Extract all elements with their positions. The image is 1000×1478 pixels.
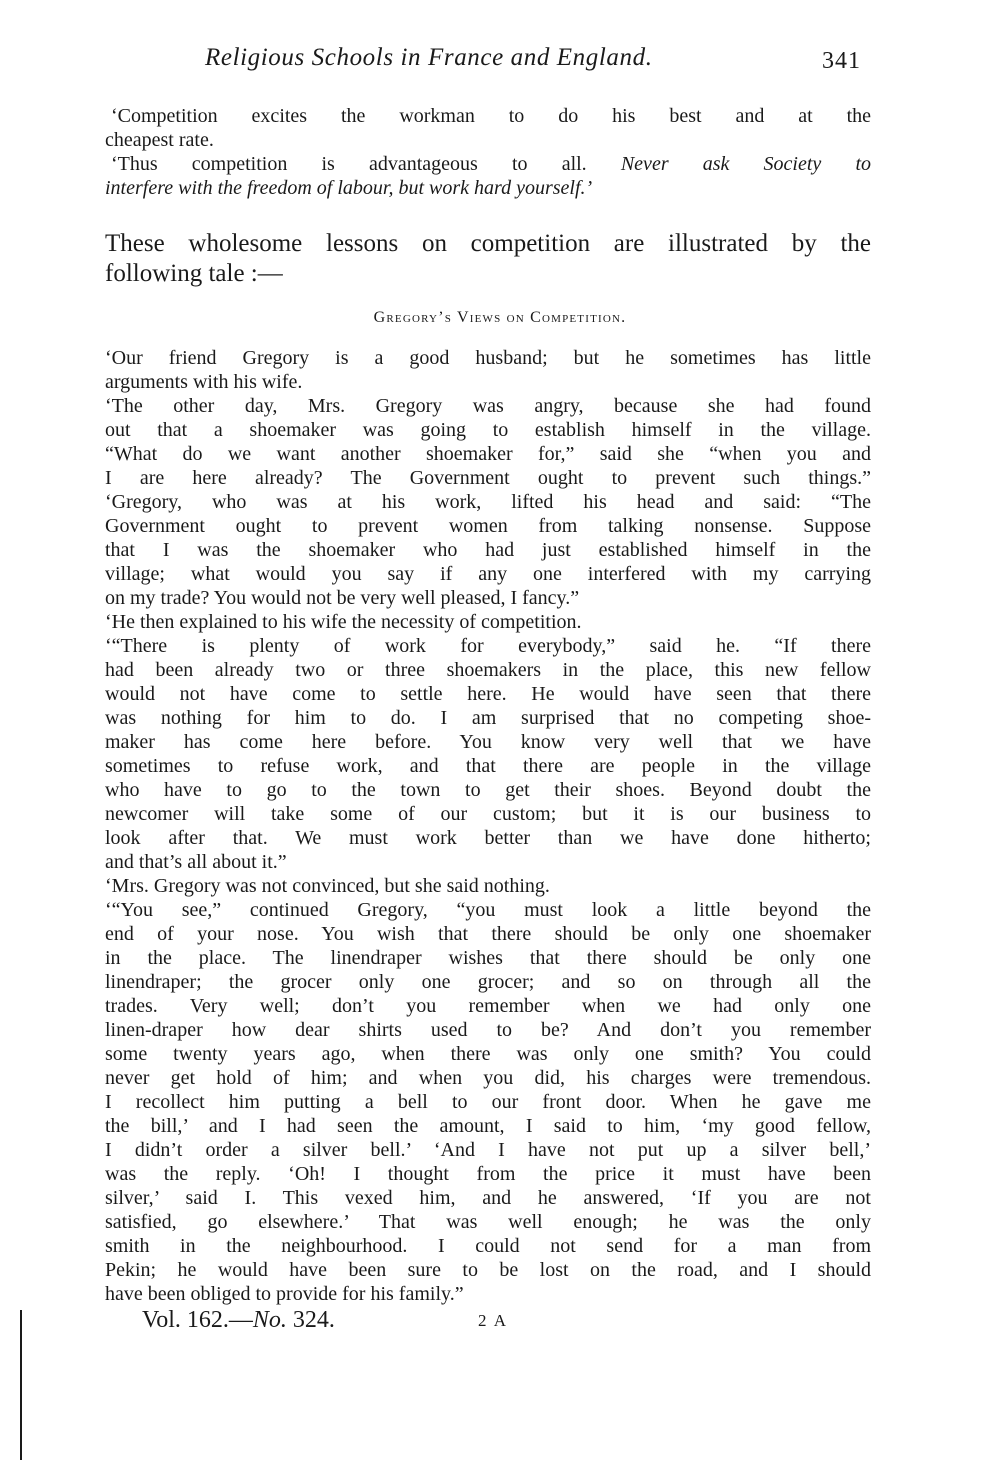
text-line: out that a shoemaker was going to establish himself in the village. bbox=[105, 419, 871, 441]
text-line: smith in the neighbourhood. I could not send for a man from bbox=[105, 1235, 871, 1257]
text-line: linendraper; the grocer only one grocer; and so on through all the bbox=[105, 971, 871, 993]
section-heading: Gregory’s Views on Competition. bbox=[373, 309, 627, 326]
text-line: was nothing for him to do. I am surprised that no competing shoe- bbox=[105, 707, 871, 729]
number-label: No. bbox=[252, 1307, 287, 1333]
text-line: had been already two or three shoemakers in the place, this new fellow bbox=[105, 659, 871, 681]
text-line: ‘Gregory, who was at his work, lifted his head and said: “The bbox=[105, 491, 871, 513]
text-line: look after that. We must work better than we have done hitherto; bbox=[105, 827, 871, 849]
text-line bbox=[105, 152, 871, 176]
text-line: arguments with his wife. bbox=[105, 371, 303, 393]
text-line: I didn’t order a silver bell.’ ‘And I have not put up a silver bell,’ bbox=[105, 1139, 871, 1161]
text-line: silver,’ said I. This vexed him, and he answered, ‘If you are not bbox=[105, 1187, 871, 1209]
text-line: was the reply. ‘Oh! I thought from the price it must have been bbox=[105, 1163, 871, 1185]
text-line: maker has come here before. You know very well that we have bbox=[105, 731, 871, 753]
text-line: Pekin; he would have been sure to be lost on the road, and I should bbox=[105, 1259, 871, 1281]
text-line bbox=[105, 176, 871, 200]
text-line: satisfied, go elsewhere.’ That was well enough; he was the only bbox=[105, 1211, 871, 1233]
text-line: I recollect him putting a bell to our front door. When he gave me bbox=[105, 1091, 871, 1113]
text-line: ‘Competition excites the workman to do his best and at the bbox=[111, 105, 871, 127]
signature-mark: 2 A bbox=[478, 1311, 509, 1330]
issue-number: 324. bbox=[292, 1307, 335, 1333]
text-line: that I was the shoemaker who had just established himself in the bbox=[105, 539, 871, 561]
text-line: never get hold of him; and when you did, his charges were tremendous. bbox=[105, 1067, 871, 1089]
text-line: ‘“You see,” continued Gregory, “you must look a little beyond the bbox=[105, 899, 871, 921]
page-footer bbox=[142, 1307, 509, 1334]
text-line: ‘Our friend Gregory is a good husband; but he sometimes has little bbox=[105, 347, 871, 369]
text-line: ‘The other day, Mrs. Gregory was angry, because she had found bbox=[105, 395, 871, 417]
text-line: sometimes to refuse work, and that there are people in the village bbox=[105, 755, 871, 777]
text-line: cheapest rate. bbox=[105, 129, 214, 151]
running-title: Religious Schools in France and England. bbox=[205, 44, 653, 71]
text-line: These wholesome lessons on competition are illustrated by the bbox=[105, 230, 871, 257]
text-line: ‘Mrs. Gregory was not convinced, but she said nothing. bbox=[105, 875, 550, 897]
text-line: ‘He then explained to his wife the necessity of competition. bbox=[105, 611, 582, 633]
text-line: and that’s all about it.” bbox=[105, 851, 287, 873]
text-line: linen-draper how dear shirts used to be? And don’t you remember bbox=[105, 1019, 871, 1041]
text-line: ‘“There is plenty of work for everybody,” said he. “If there bbox=[105, 635, 871, 657]
text-line: trades. Very well; don’t you remember when we had only one bbox=[105, 995, 871, 1017]
text-line: in the place. The linendraper wishes that there should be only one bbox=[105, 947, 871, 969]
italic-fragment: interfere with the freedom of labour, but work hard yourself.’ bbox=[105, 177, 593, 199]
page-header bbox=[0, 44, 1000, 84]
italic-fragment: Never ask Society to bbox=[620, 153, 872, 175]
text-line: Government ought to prevent women from talking nonsense. Suppose bbox=[105, 515, 871, 537]
quoted-passage bbox=[105, 104, 871, 200]
text-line: have been obliged to provide for his family.” bbox=[105, 1283, 464, 1305]
story-text bbox=[105, 346, 871, 1306]
text-line: on my trade? You would not be very well pleased, I fancy.” bbox=[105, 587, 580, 609]
text-line: some twenty years ago, when there was only one smith? You could bbox=[105, 1043, 871, 1065]
page-number: 341 bbox=[822, 48, 861, 74]
text-line: I are here already? The Government ought to prevent such things.” bbox=[105, 467, 871, 489]
text-line: end of your nose. You wish that there should be only one shoemaker bbox=[105, 923, 871, 945]
text-line: newcomer will take some of our custom; but it is our business to bbox=[105, 803, 871, 825]
text-line: the bill,’ and I had seen the amount, I said to him, ‘my good fellow, bbox=[105, 1115, 871, 1137]
margin-rule bbox=[20, 1310, 22, 1460]
volume-label: Vol. 162.— bbox=[142, 1307, 253, 1333]
text-line: following tale :— bbox=[105, 260, 283, 287]
text-fragment: ‘Thus competition is advantageous to all. bbox=[111, 153, 587, 175]
text-line: village; what would you say if any one interfered with my carrying bbox=[105, 563, 871, 585]
intro-paragraph bbox=[105, 229, 871, 289]
text-line: would not have come to settle here. He would have seen that there bbox=[105, 683, 871, 705]
text-line: “What do we want another shoemaker for,” said she “when you and bbox=[105, 443, 871, 465]
text-line: who have to go to the town to get their shoes. Beyond doubt the bbox=[105, 779, 871, 801]
